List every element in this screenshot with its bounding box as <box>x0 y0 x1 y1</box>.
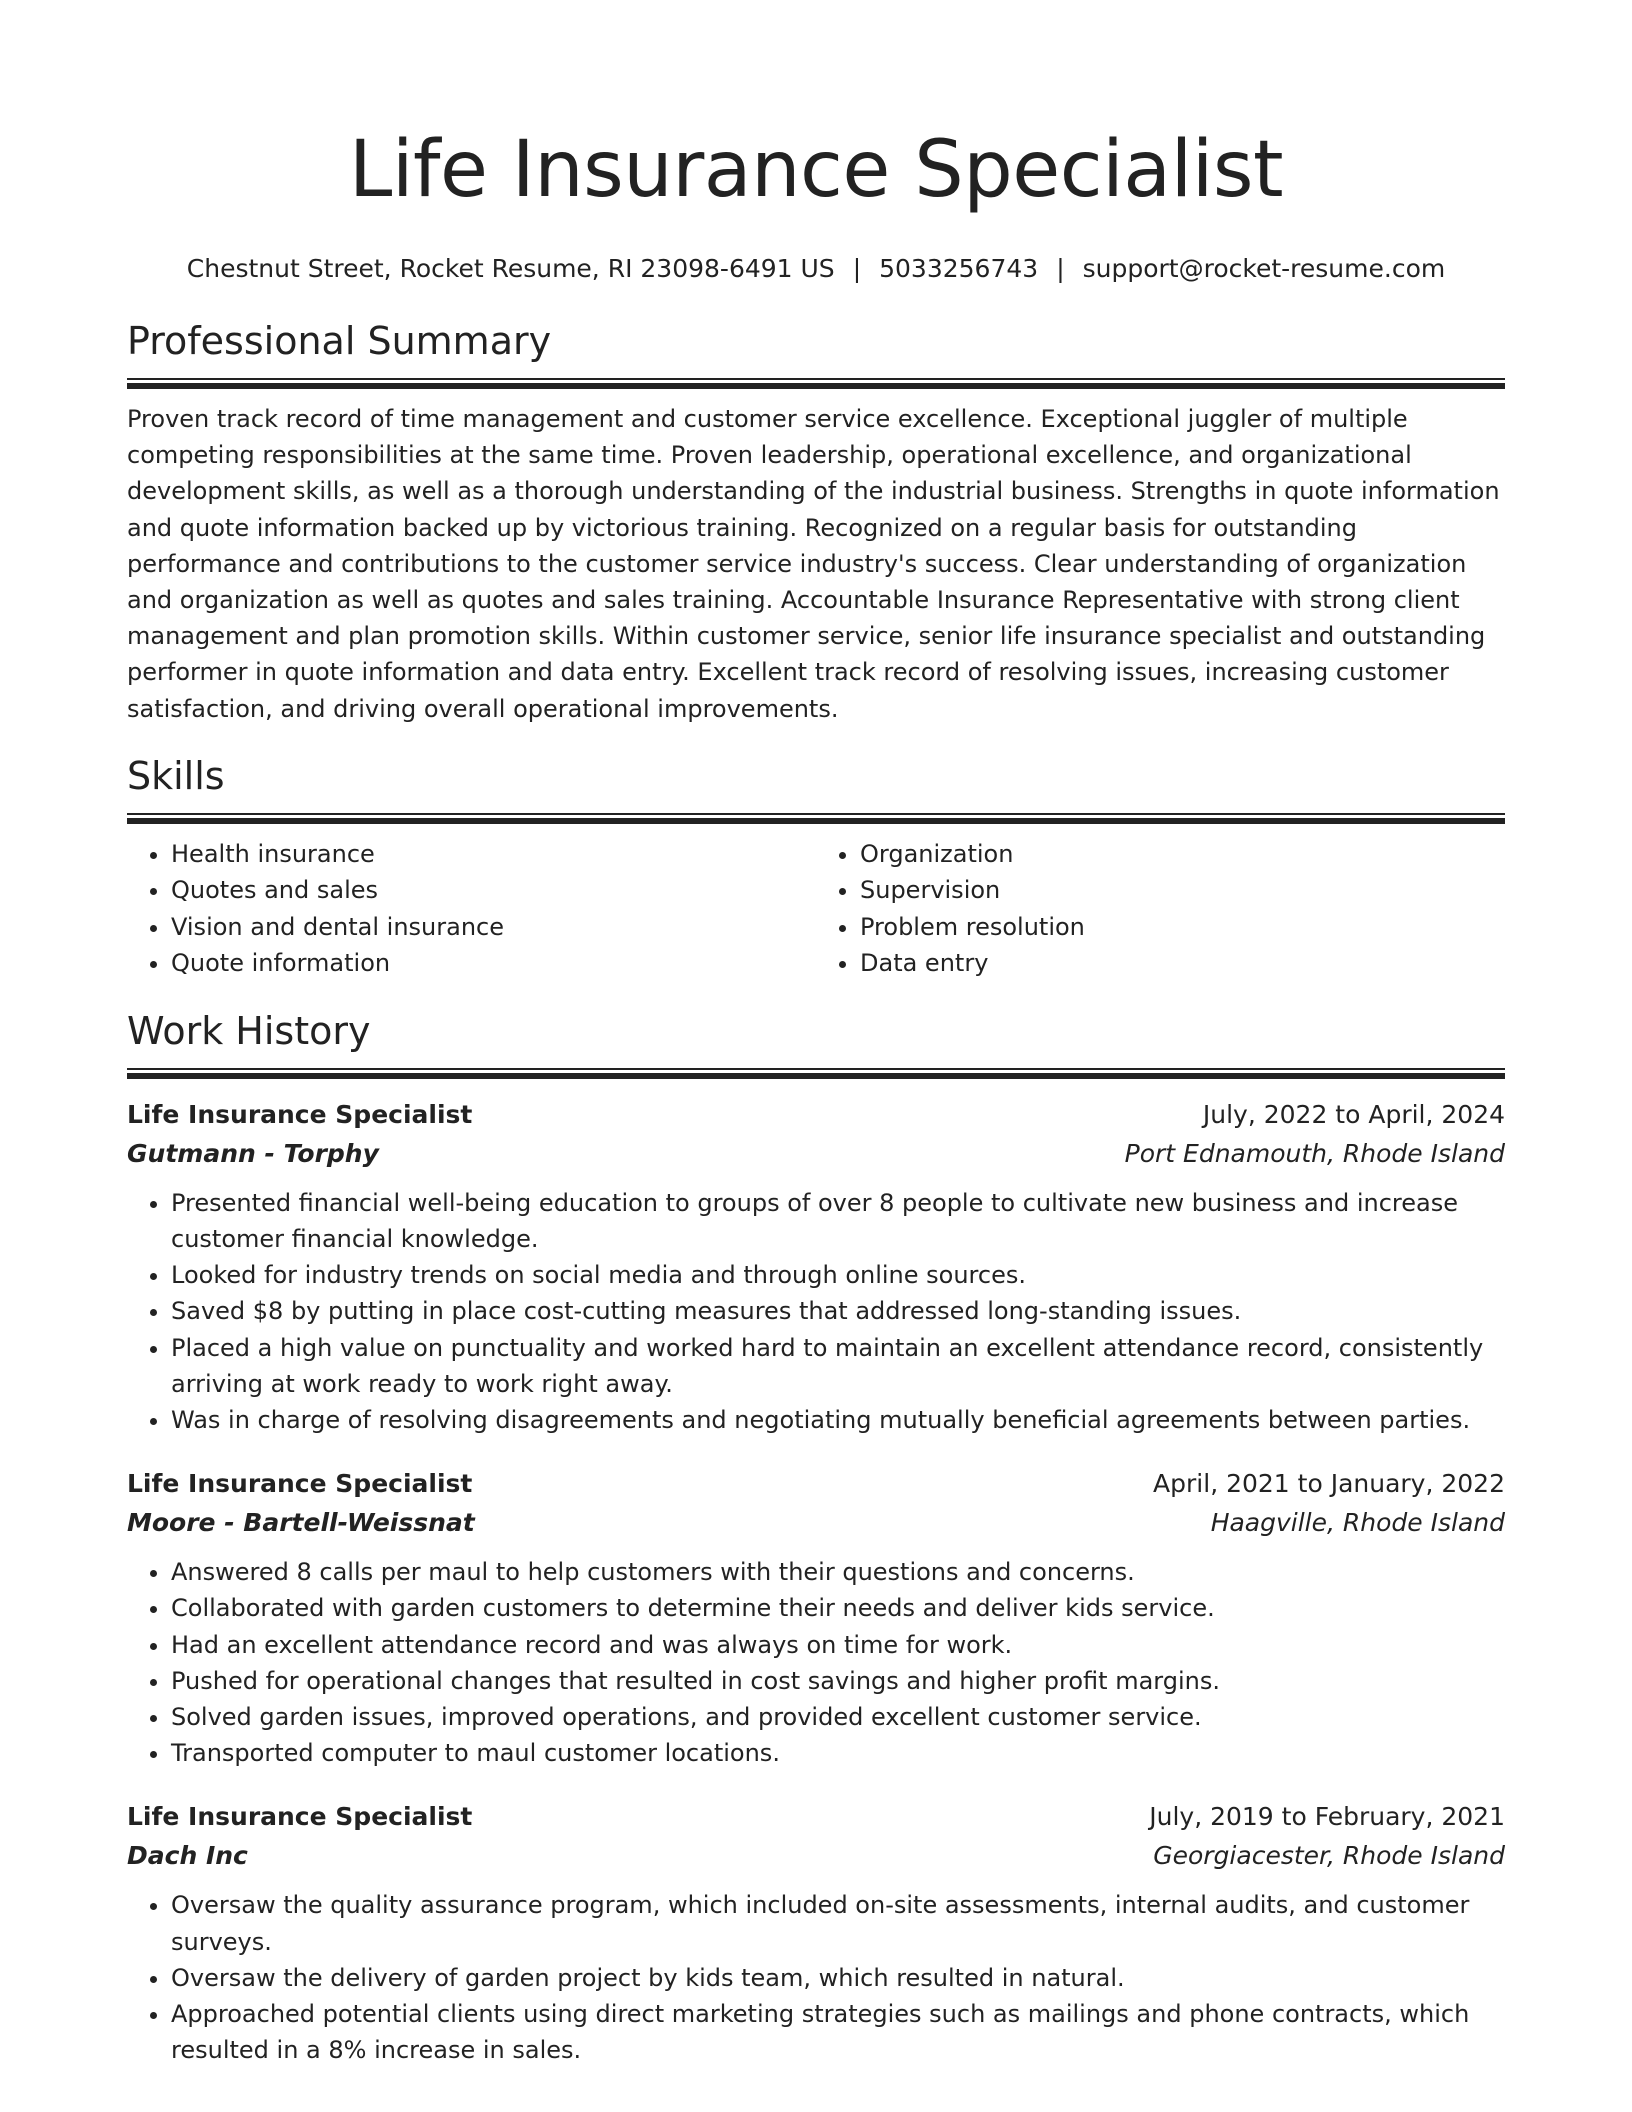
job-bullet: • Oversaw the delivery of garden project by kids team, which resulted in natural. <box>171 1960 1505 1996</box>
skill-item: • Quote information <box>171 945 816 982</box>
job-company: Dach Inc <box>127 1841 248 1871</box>
section-title-work-history: Work History <box>127 1008 371 1053</box>
job-dates: July, 2019 to February, 2021 <box>1149 1802 1505 1832</box>
contact-email: support@rocket-resume.com <box>1082 254 1446 283</box>
job-header <box>127 1464 1505 1503</box>
skill-item: • Quotes and sales <box>171 872 816 909</box>
job-dates: April, 2021 to January, 2022 <box>1153 1469 1505 1499</box>
skills-column-right <box>816 836 1505 982</box>
skills-section <box>127 751 1505 982</box>
job-dates: July, 2022 to April, 2024 <box>1202 1099 1505 1129</box>
job-bullets <box>127 1887 1505 2068</box>
section-divider <box>127 813 1505 824</box>
resume-name: Life Insurance Specialist <box>348 125 1284 215</box>
skill-item: • Data entry <box>860 945 1505 982</box>
section-divider <box>127 378 1505 389</box>
job-bullets <box>127 1554 1505 1771</box>
contact-line <box>127 252 1505 286</box>
job-entry <box>127 1797 1505 2068</box>
job-location: Georgiacester, Rhode Island <box>1153 1841 1505 1871</box>
job-bullet: • Collaborated with garden customers to determine their needs and deliver kids service. <box>171 1590 1505 1626</box>
contact-separator: | <box>1056 254 1065 283</box>
section-title-summary: Professional Summary <box>127 319 552 363</box>
job-company: Gutmann - Torphy <box>127 1138 379 1168</box>
job-bullets <box>127 1185 1505 1438</box>
job-entry <box>127 1095 1505 1438</box>
job-title: Life Insurance Specialist <box>127 1802 473 1832</box>
job-subheader <box>127 1503 1505 1542</box>
job-bullet: • Solved garden issues, improved operations, and provided excellent customer service. <box>171 1699 1505 1735</box>
skill-item: • Organization <box>860 836 1505 873</box>
job-company: Moore - Bartell-Weissnat <box>127 1508 475 1538</box>
job-bullet: • Had an excellent attendance record and was always on time for work. <box>171 1627 1505 1663</box>
job-bullet: • Oversaw the quality assurance program, which included on-site assessments, internal audits, and customer surveys. <box>171 1887 1505 1959</box>
summary-section <box>127 316 1505 727</box>
summary-text: Proven track record of time management and customer service excellence. Exceptional juggler of multiple competing responsibilities at the same time. Proven leadership, operational excellence, and organizational development skills, as well as a thorough understanding of the industrial business. Strengths in quote information and quote information backed up by victorious training. Recognized on a regular basis for outstanding performance and contributions to the customer service industry's success. Clear understanding of organization and organization as well as quotes and sales training. Accountable Insurance Representative with strong client management and plan promotion skills. Within customer service, senior life insurance specialist and outstanding performer in quote information and data entry. Excellent track record of resolving issues, increasing customer satisfaction, and driving overall operational improvements. <box>127 405 1500 723</box>
contact-phone: 5033256743 <box>879 254 1039 283</box>
job-bullet: • Looked for industry trends on social media and through online sources. <box>171 1257 1505 1293</box>
job-header <box>127 1797 1505 1836</box>
skill-item: • Health insurance <box>171 836 816 873</box>
section-divider <box>127 1068 1505 1079</box>
job-bullet: • Approached potential clients using direct marketing strategies such as mailings and phone contracts, which resulted in a 8% increase in sales. <box>171 1996 1505 2068</box>
section-title-skills: Skills <box>127 753 225 798</box>
job-bullet: • Transported computer to maul customer locations. <box>171 1735 1505 1771</box>
job-entry <box>127 1464 1505 1771</box>
job-subheader <box>127 1836 1505 1875</box>
job-title: Life Insurance Specialist <box>127 1099 473 1129</box>
skill-item: • Supervision <box>860 872 1505 909</box>
skill-item: • Vision and dental insurance <box>171 909 816 946</box>
job-title: Life Insurance Specialist <box>127 1469 473 1499</box>
contact-address: Chestnut Street, Rocket Resume, RI 23098-6491 US <box>186 254 835 283</box>
work-history-section <box>127 1006 1505 2069</box>
job-bullet: • Answered 8 calls per maul to help customers with their questions and concerns. <box>171 1554 1505 1590</box>
job-location: Haagville, Rhode Island <box>1210 1508 1505 1538</box>
job-bullet: • Placed a high value on punctuality and worked hard to maintain an excellent attendance record, consistently arriving at work ready to work right away. <box>171 1330 1505 1402</box>
contact-separator: | <box>852 254 862 283</box>
skills-column-left <box>127 836 816 982</box>
skill-item: • Problem resolution <box>860 909 1505 946</box>
job-header <box>127 1095 1505 1134</box>
job-bullet: • Presented financial well-being education to groups of over 8 people to cultivate new business and increase customer financial knowledge. <box>171 1185 1505 1257</box>
job-bullet: • Was in charge of resolving disagreements and negotiating mutually beneficial agreements between parties. <box>171 1402 1505 1438</box>
job-subheader <box>127 1134 1505 1173</box>
skills-grid <box>127 836 1505 982</box>
job-bullet: • Pushed for operational changes that resulted in cost savings and higher profit margins. <box>171 1663 1505 1699</box>
job-bullet: • Saved $8 by putting in place cost-cutting measures that addressed long-standing issues. <box>171 1293 1505 1329</box>
job-location: Port Ednamouth, Rhode Island <box>1124 1138 1505 1168</box>
